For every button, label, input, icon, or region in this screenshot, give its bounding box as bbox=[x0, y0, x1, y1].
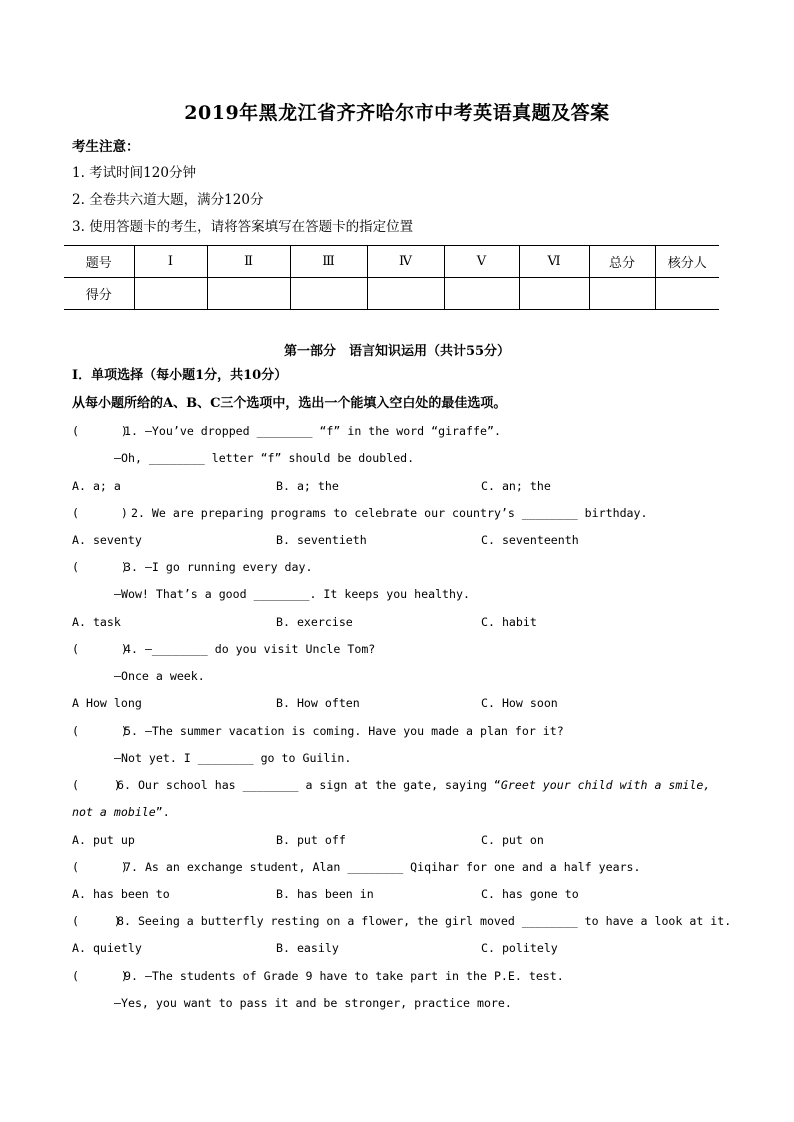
option-c: C. How soon bbox=[481, 696, 558, 710]
option-b: B. a; the bbox=[276, 479, 339, 493]
score-table-header: 题号 bbox=[64, 246, 134, 278]
question-8 bbox=[72, 912, 731, 930]
option-b: B. exercise bbox=[276, 615, 353, 629]
score-table-header: Ⅱ bbox=[207, 246, 290, 278]
question-text: 9. —The students of Grade 9 have to take part in the P.E. test. bbox=[124, 969, 564, 983]
notice-item: 2. 全卷共六道大题，满分120分 bbox=[72, 192, 264, 208]
option-b: B. seventieth bbox=[276, 533, 367, 547]
option-b: B. How often bbox=[276, 696, 360, 710]
question-text: ”. bbox=[155, 805, 170, 819]
option-c: C. habit bbox=[481, 615, 537, 629]
section-title: Ⅰ．单项选择（每小题1分，共10分） bbox=[72, 368, 288, 383]
option-b: B. easily bbox=[276, 941, 339, 955]
score-table-header: Ⅲ bbox=[290, 246, 367, 278]
question-italic-quote: Greet your child with a smile, bbox=[500, 778, 711, 792]
answer-paren: ( ) bbox=[72, 642, 128, 656]
question-text: 8. Seeing a butterfly resting on a flower, the girl moved ________ to have a look at it. bbox=[117, 914, 732, 928]
question-4-reply: —Once a week. bbox=[114, 669, 205, 683]
score-row-label: 得分 bbox=[64, 278, 134, 310]
option-b: B. has been in bbox=[276, 887, 374, 901]
question-text: 4. —________ do you visit Uncle Tom? bbox=[124, 642, 376, 656]
question-1 bbox=[72, 422, 501, 440]
option-c: C. has gone to bbox=[481, 887, 579, 901]
score-cell bbox=[444, 278, 519, 310]
answer-paren: ( ) bbox=[72, 860, 128, 874]
question-3-reply: —Wow! That’s a good ________. It keeps you healthy. bbox=[114, 587, 470, 601]
option-a: A. has been to bbox=[72, 887, 170, 901]
option-c: C. an; the bbox=[481, 479, 551, 493]
question-text: 6. Our school has ________ a sign at the gate, saying “ bbox=[117, 778, 501, 792]
question-9 bbox=[72, 967, 564, 985]
question-italic-quote: not a mobile bbox=[72, 805, 156, 819]
question-6 bbox=[72, 776, 710, 794]
part-one-title: 第一部分 语言知识运用（共计55分） bbox=[283, 344, 511, 359]
score-cell bbox=[367, 278, 444, 310]
score-table-header: Ⅰ bbox=[134, 246, 207, 278]
answer-paren: ( ) bbox=[72, 424, 128, 438]
question-text: 2. We are preparing programs to celebrate our country’s ________ birthday. bbox=[124, 506, 648, 520]
score-cell bbox=[519, 278, 589, 310]
score-table-header: 核分人 bbox=[655, 246, 719, 278]
score-table-header-row bbox=[64, 246, 719, 278]
question-2 bbox=[72, 504, 648, 522]
score-cell bbox=[655, 278, 719, 310]
score-table-header: Ⅳ bbox=[367, 246, 444, 278]
question-5 bbox=[72, 722, 564, 740]
option-c: C. seventeenth bbox=[481, 533, 579, 547]
answer-paren: ( ) bbox=[72, 969, 128, 983]
score-table-header: Ⅵ bbox=[519, 246, 589, 278]
answer-paren: ( ) bbox=[72, 560, 128, 574]
question-9-reply: —Yes, you want to pass it and be stronger, practice more. bbox=[114, 996, 512, 1010]
option-a: A. put up bbox=[72, 833, 135, 847]
answer-paren: ( ) bbox=[72, 724, 128, 738]
question-text: 5. —The summer vacation is coming. Have you made a plan for it? bbox=[124, 724, 564, 738]
notice-item: 1. 考试时间120分钟 bbox=[72, 165, 196, 181]
answer-paren: ( ) bbox=[72, 914, 121, 928]
option-c: C. put on bbox=[481, 833, 544, 847]
notice-item: 3. 使用答题卡的考生，请将答案填写在答题卡的指定位置 bbox=[72, 219, 414, 235]
answer-paren: ( ) bbox=[72, 506, 128, 520]
question-text: 3. —I go running every day. bbox=[124, 560, 313, 574]
question-text: 1. —You’ve dropped ________ “f” in the word “giraffe”. bbox=[124, 424, 501, 438]
question-6-continued bbox=[72, 803, 170, 821]
section-instruction: 从每小题所给的A、B、C三个选项中，选出一个能填入空白处的最佳选项。 bbox=[72, 396, 507, 411]
option-a: A. a; a bbox=[72, 479, 121, 493]
question-1-reply: —Oh, ________ letter “f” should be doubled. bbox=[114, 451, 415, 465]
option-a: A. task bbox=[72, 615, 121, 629]
score-table-header: Ⅴ bbox=[444, 246, 519, 278]
score-cell bbox=[134, 278, 207, 310]
option-a: A How long bbox=[72, 696, 142, 710]
score-cell bbox=[207, 278, 290, 310]
question-7 bbox=[72, 858, 641, 876]
option-b: B. put off bbox=[276, 833, 346, 847]
option-a: A. seventy bbox=[72, 533, 142, 547]
score-cell bbox=[290, 278, 367, 310]
option-a: A. quietly bbox=[72, 941, 142, 955]
answer-paren: ( ) bbox=[72, 778, 121, 792]
question-3 bbox=[72, 558, 312, 576]
question-text: 7. As an exchange student, Alan ________ Qiqihar for one and a half years. bbox=[124, 860, 641, 874]
option-c: C. politely bbox=[481, 941, 558, 955]
question-4 bbox=[72, 640, 375, 658]
score-cell bbox=[589, 278, 655, 310]
score-table bbox=[64, 245, 719, 310]
page-title: 2019年黑龙江省齐齐哈尔市中考英语真题及答案 bbox=[184, 102, 610, 124]
score-table-score-row bbox=[64, 278, 719, 310]
question-5-reply: —Not yet. I ________ go to Guilin. bbox=[114, 751, 352, 765]
notice-heading: 考生注意： bbox=[72, 139, 140, 155]
score-table-header: 总分 bbox=[589, 246, 655, 278]
